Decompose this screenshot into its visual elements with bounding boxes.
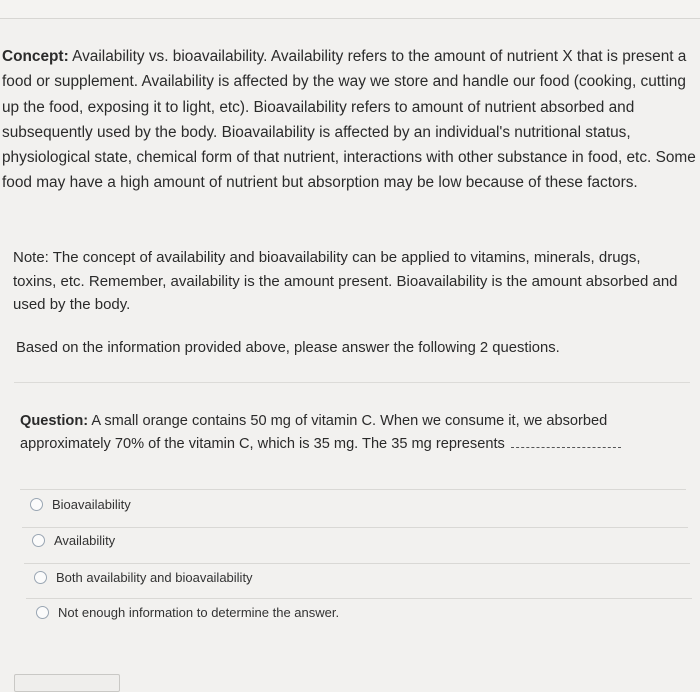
- option-bioavailability[interactable]: [30, 497, 131, 512]
- concept-paragraph: [2, 44, 696, 196]
- question-label: Question:: [20, 413, 89, 429]
- option-divider: [22, 527, 688, 528]
- note-paragraph: Note: The concept of availability and bioavailability can be applied to vitamins, minerals, drugs, toxins, etc. Remember, availability is the amount present. Bioavailability is the amount absorbed and used by the body.: [13, 249, 678, 313]
- question-text: [20, 410, 670, 456]
- option-divider: [20, 489, 686, 490]
- option-label: Availability: [54, 533, 116, 548]
- radio-button[interactable]: [30, 498, 43, 511]
- option-label: Both availability and bioavailability: [56, 570, 253, 585]
- answer-blank: [511, 435, 621, 448]
- option-label: Bioavailability: [52, 497, 131, 512]
- option-label: Not enough information to determine the answer.: [58, 605, 340, 620]
- option-divider: [24, 563, 690, 564]
- section-divider: [14, 382, 690, 383]
- option-divider: [26, 598, 692, 599]
- concept-label: Concept:: [2, 48, 69, 65]
- top-border: [0, 0, 700, 19]
- concept-text: Availability vs. bioavailability. Availability refers to the amount of nutrient X that is present a food or supplement. Availability is affected by the way we store and handle our food (cooking, cutting up the food, exposing it to light, etc). Bioavailability refers to amount of nutrient absorbed and subsequently used by the body. Bioavailability is affected by an individual's nutritional status, physiological state, chemical form of that nutrient, interactions with other substance in food, etc. Some food may have a high amount of nutrient but absorption may be low because of these factors.: [2, 48, 696, 192]
- question-body: A small orange contains 50 mg of vitamin C. When we consume it, we absorbed approximately 70% of the vitamin C, which is 35 mg. The 35 mg represents: [20, 413, 608, 452]
- radio-button[interactable]: [32, 534, 45, 547]
- option-not-enough-info[interactable]: [36, 605, 339, 620]
- option-availability[interactable]: [32, 533, 115, 548]
- next-button[interactable]: [14, 674, 120, 692]
- option-both[interactable]: [34, 570, 253, 585]
- radio-button[interactable]: [36, 606, 49, 619]
- radio-button[interactable]: [34, 571, 47, 584]
- instruction-text: Based on the information provided above, please answer the following 2 questions.: [16, 340, 560, 356]
